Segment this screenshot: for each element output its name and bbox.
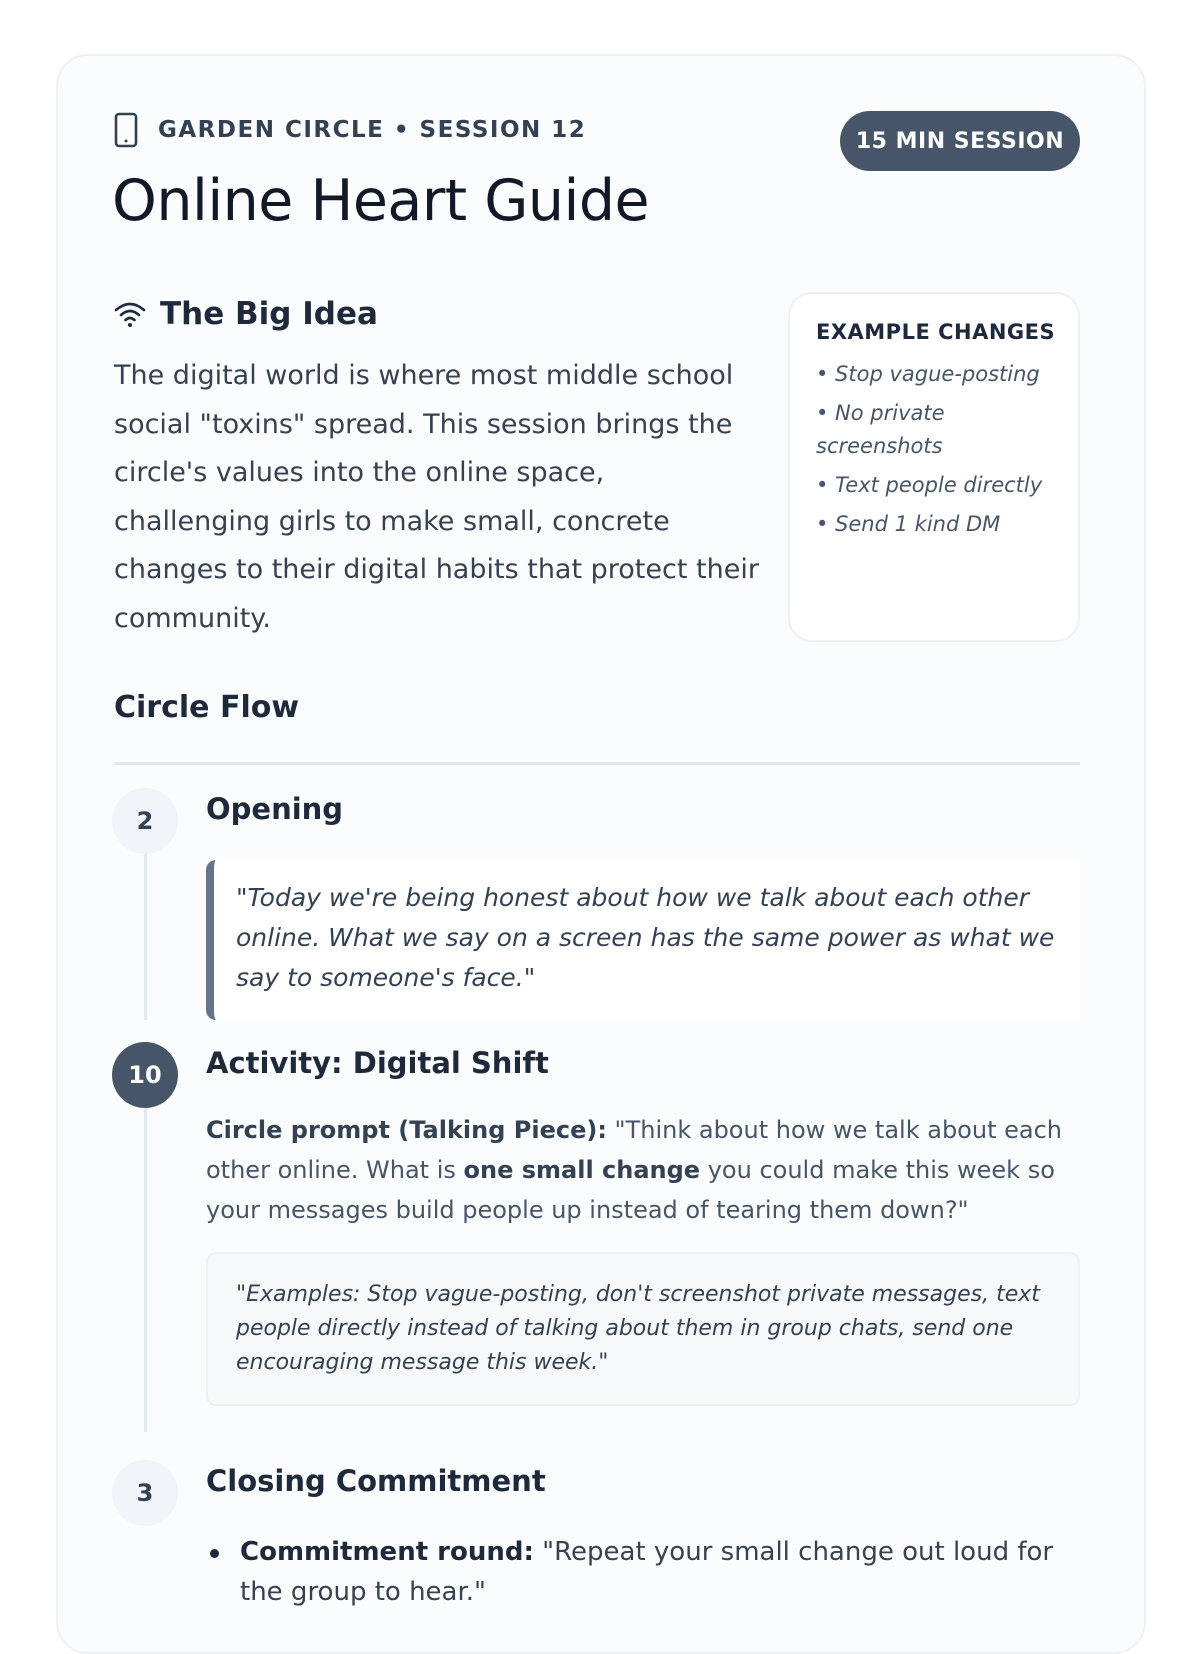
step-title: Opening	[206, 792, 344, 826]
big-idea-text: The digital world is where most middle school social "toxins" spread. This session brings the circle's values into the online space, challenging girls to make small, concrete changes to their digital habits that protect their community.	[114, 360, 759, 634]
example-item: • No private screenshots	[816, 401, 945, 458]
session-card	[56, 54, 1146, 1654]
prompt-text-part: you could make this week so your messages build people up instead of tearing them down?"	[206, 1156, 1055, 1224]
divider	[114, 762, 1080, 765]
list-item	[206, 1532, 1086, 1612]
circle-prompt	[206, 1110, 1086, 1230]
step-duration-badge: 3	[112, 1460, 178, 1526]
timeline-connector	[144, 852, 147, 1020]
examples-note: "Examples: Stop vague-posting, don't screenshot private messages, text people directly instead of talking about them in group chats, send one encouraging message this week."	[206, 1252, 1080, 1406]
step-title: Closing Commitment	[206, 1464, 546, 1498]
step-duration-badge: 2	[112, 788, 178, 854]
session-label: GARDEN CIRCLE • SESSION 12	[158, 117, 587, 143]
duration-badge: 15 MIN SESSION	[840, 111, 1080, 171]
timeline-connector	[144, 1106, 147, 1432]
wifi-icon	[114, 300, 146, 328]
page-title: Online Heart Guide	[112, 168, 650, 234]
phone-icon	[114, 112, 138, 148]
commitment-label: Commitment round:	[240, 1537, 534, 1567]
commitment-text: "Repeat your small change out loud for the group to hear."	[240, 1537, 1054, 1607]
big-idea-title: The Big Idea	[160, 296, 378, 332]
example-item: • Stop vague-posting	[816, 362, 1040, 386]
closing-list	[206, 1532, 1086, 1612]
example-item: • Send 1 kind DM	[816, 512, 1001, 536]
step-title: Activity: Digital Shift	[206, 1046, 549, 1080]
example-item: • Text people directly	[816, 473, 1043, 497]
prompt-label: Circle prompt (Talking Piece):	[206, 1116, 607, 1144]
session-meta	[114, 112, 586, 148]
step-duration-badge: 10	[112, 1042, 178, 1108]
circle-flow-title: Circle Flow	[114, 690, 300, 725]
example-changes-list	[816, 358, 1056, 541]
prompt-text-part: "Think about how we talk about each other online. What is	[206, 1116, 1062, 1184]
example-changes-panel	[788, 292, 1080, 642]
prompt-emphasis: one small change	[463, 1156, 701, 1184]
big-idea-heading	[114, 296, 378, 332]
example-changes-title: EXAMPLE CHANGES	[816, 320, 1056, 344]
opening-quote: "Today we're being honest about how we talk about each other online. What we say on a screen has the same power as what we say to someone's face."	[206, 860, 1080, 1020]
